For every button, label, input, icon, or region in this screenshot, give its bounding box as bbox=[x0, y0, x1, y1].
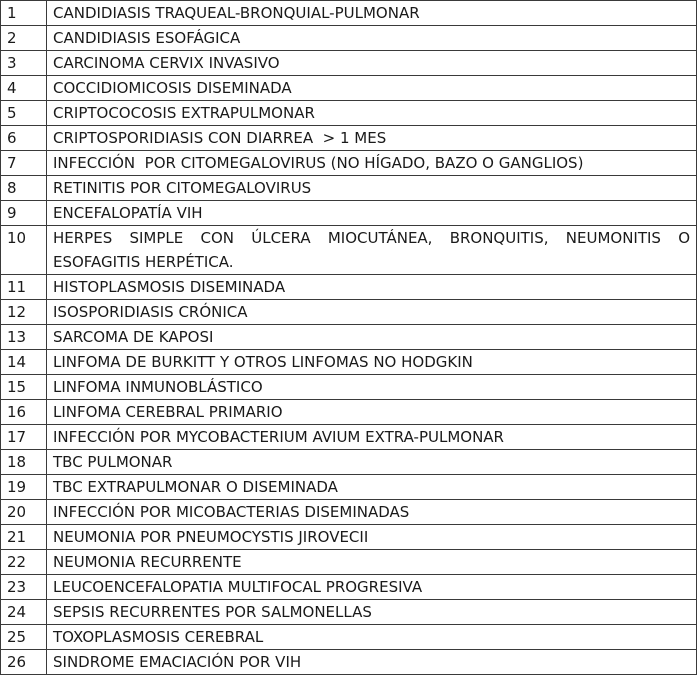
table-row bbox=[1, 450, 697, 475]
condition-name: INFECCIÓN POR MYCOBACTERIUM AVIUM EXTRA-PULMONAR bbox=[47, 425, 697, 450]
condition-name: NEUMONIA POR PNEUMOCYSTIS JIROVECII bbox=[47, 525, 697, 550]
condition-name: SARCOMA DE KAPOSI bbox=[47, 325, 697, 350]
table-row bbox=[1, 475, 697, 500]
condition-name: CARCINOMA CERVIX INVASIVO bbox=[47, 51, 697, 76]
table-row bbox=[1, 300, 697, 325]
table-row bbox=[1, 550, 697, 575]
row-number: 13 bbox=[1, 325, 47, 350]
condition-name: SEPSIS RECURRENTES POR SALMONELLAS bbox=[47, 600, 697, 625]
condition-name: LINFOMA DE BURKITT Y OTROS LINFOMAS NO HODGKIN bbox=[47, 350, 697, 375]
condition-name: HERPES SIMPLE CON ÚLCERA MIOCUTÁNEA, BRONQUITIS, NEUMONITIS O ESOFAGITIS HERPÉTICA. bbox=[47, 226, 697, 275]
row-number: 16 bbox=[1, 400, 47, 425]
condition-name: ENCEFALOPATÍA VIH bbox=[47, 201, 697, 226]
row-number: 9 bbox=[1, 201, 47, 226]
condition-name: LINFOMA CEREBRAL PRIMARIO bbox=[47, 400, 697, 425]
table-row bbox=[1, 425, 697, 450]
condition-name: CANDIDIASIS ESOFÁGICA bbox=[47, 26, 697, 51]
row-number: 24 bbox=[1, 600, 47, 625]
table-row bbox=[1, 201, 697, 226]
row-number: 21 bbox=[1, 525, 47, 550]
condition-name: CRIPTOSPORIDIASIS CON DIARREA > 1 MES bbox=[47, 126, 697, 151]
table-row bbox=[1, 325, 697, 350]
row-number: 12 bbox=[1, 300, 47, 325]
condition-name: SINDROME EMACIACIÓN POR VIH bbox=[47, 650, 697, 675]
row-number: 23 bbox=[1, 575, 47, 600]
condition-name: LINFOMA INMUNOBLÁSTICO bbox=[47, 375, 697, 400]
row-number: 26 bbox=[1, 650, 47, 675]
table-row bbox=[1, 176, 697, 201]
row-number: 4 bbox=[1, 76, 47, 101]
table-row bbox=[1, 500, 697, 525]
table-row bbox=[1, 575, 697, 600]
table-row bbox=[1, 101, 697, 126]
table-row bbox=[1, 226, 697, 275]
row-number: 11 bbox=[1, 275, 47, 300]
condition-name: RETINITIS POR CITOMEGALOVIRUS bbox=[47, 176, 697, 201]
row-number: 7 bbox=[1, 151, 47, 176]
table-row bbox=[1, 275, 697, 300]
condition-name: LEUCOENCEFALOPATIA MULTIFOCAL PROGRESIVA bbox=[47, 575, 697, 600]
table-row bbox=[1, 525, 697, 550]
condition-name: TBC PULMONAR bbox=[47, 450, 697, 475]
condition-name: INFECCIÓN POR CITOMEGALOVIRUS (NO HÍGADO, BAZO O GANGLIOS) bbox=[47, 151, 697, 176]
row-number: 5 bbox=[1, 101, 47, 126]
table-row bbox=[1, 600, 697, 625]
condition-name: COCCIDIOMICOSIS DISEMINADA bbox=[47, 76, 697, 101]
row-number: 1 bbox=[1, 1, 47, 26]
table-row bbox=[1, 26, 697, 51]
row-number: 8 bbox=[1, 176, 47, 201]
row-number: 19 bbox=[1, 475, 47, 500]
table-row bbox=[1, 650, 697, 675]
row-number: 15 bbox=[1, 375, 47, 400]
condition-name: CRIPTOCOCOSIS EXTRAPULMONAR bbox=[47, 101, 697, 126]
row-number: 3 bbox=[1, 51, 47, 76]
table-row bbox=[1, 400, 697, 425]
condition-name: NEUMONIA RECURRENTE bbox=[47, 550, 697, 575]
condition-name: TOXOPLASMOSIS CEREBRAL bbox=[47, 625, 697, 650]
row-number: 25 bbox=[1, 625, 47, 650]
row-number: 2 bbox=[1, 26, 47, 51]
row-number: 6 bbox=[1, 126, 47, 151]
condition-name: ISOSPORIDIASIS CRÓNICA bbox=[47, 300, 697, 325]
row-number: 10 bbox=[1, 226, 47, 275]
conditions-table-body bbox=[1, 1, 697, 675]
row-number: 20 bbox=[1, 500, 47, 525]
table-row bbox=[1, 126, 697, 151]
table-row bbox=[1, 1, 697, 26]
row-number: 18 bbox=[1, 450, 47, 475]
table-row bbox=[1, 625, 697, 650]
row-number: 17 bbox=[1, 425, 47, 450]
table-row bbox=[1, 51, 697, 76]
condition-name: CANDIDIASIS TRAQUEAL-BRONQUIAL-PULMONAR bbox=[47, 1, 697, 26]
table-row bbox=[1, 350, 697, 375]
table-row bbox=[1, 151, 697, 176]
condition-name: HISTOPLASMOSIS DISEMINADA bbox=[47, 275, 697, 300]
table-row bbox=[1, 76, 697, 101]
condition-name: TBC EXTRAPULMONAR O DISEMINADA bbox=[47, 475, 697, 500]
row-number: 22 bbox=[1, 550, 47, 575]
row-number: 14 bbox=[1, 350, 47, 375]
table-row bbox=[1, 375, 697, 400]
condition-name: INFECCIÓN POR MICOBACTERIAS DISEMINADAS bbox=[47, 500, 697, 525]
